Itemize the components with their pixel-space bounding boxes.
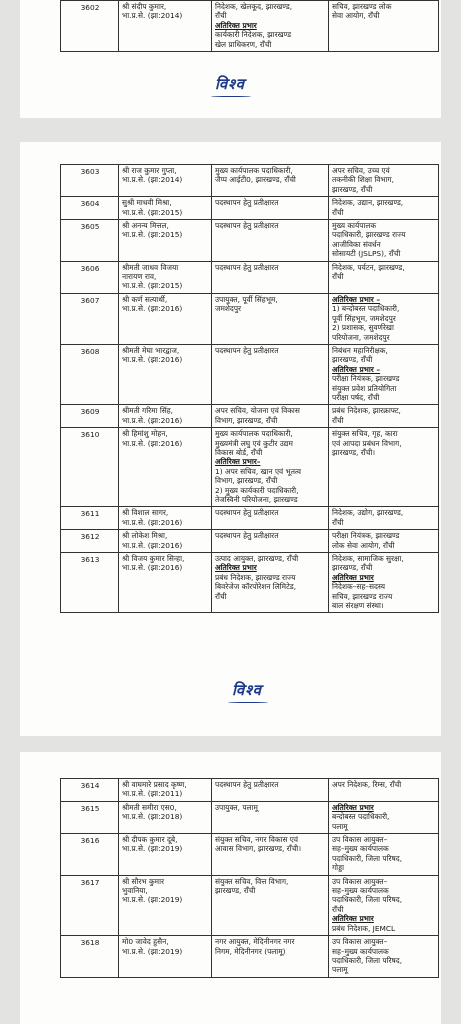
posting-line: राँची bbox=[332, 904, 344, 914]
posting-line: मुख्य कार्यपालक पदाधिकारी, bbox=[215, 166, 293, 175]
posting-cell bbox=[212, 1, 329, 52]
table-row bbox=[61, 530, 439, 553]
officer-name-cell bbox=[119, 428, 212, 507]
posting-line: राँची bbox=[215, 11, 227, 21]
posting-line: झारखण्ड, राँची bbox=[332, 184, 373, 194]
officer-name-cell bbox=[119, 936, 212, 978]
transfer-table-page-3 bbox=[60, 778, 439, 978]
posting-line: उपायुक्त, पलामू bbox=[215, 802, 258, 812]
previous-posting-cell bbox=[329, 344, 439, 404]
table-row bbox=[61, 834, 439, 876]
posting-line: 2) प्रशासक, सुवर्णरेखा bbox=[332, 323, 394, 333]
officer-name-line: नारायण राव, bbox=[122, 272, 157, 282]
posting-line: सचिव, झारखण्ड लोक bbox=[332, 2, 392, 11]
posting-line: परियोजना, जमशेदपुर bbox=[332, 332, 390, 342]
serial-number: 3606 bbox=[61, 261, 119, 293]
posting-line: उपायुक्त, पूर्वी सिंहभूम, bbox=[215, 294, 278, 304]
officer-name-cell bbox=[119, 1, 212, 52]
posting-line: पूर्वी सिंहभूम, जमशेदपुर bbox=[332, 313, 396, 323]
officer-name-line: भा.प्र.से. (झा:2015) bbox=[122, 207, 183, 217]
officer-name-cell bbox=[119, 344, 212, 404]
officer-name-cell bbox=[119, 779, 212, 802]
posting-cell bbox=[212, 530, 329, 553]
posting-cell bbox=[212, 834, 329, 876]
posting-line: राँची bbox=[332, 272, 344, 282]
table-row bbox=[61, 801, 439, 833]
previous-posting-cell bbox=[329, 293, 439, 344]
previous-posting-cell bbox=[329, 220, 439, 262]
previous-posting-cell bbox=[329, 801, 439, 833]
officer-name-line: श्रीमती गरिमा सिंह, bbox=[122, 406, 174, 416]
posting-line: सह–मुख्य कार्यपालक bbox=[332, 844, 389, 854]
posting-line: राँची bbox=[215, 591, 227, 601]
officer-name-line: श्री हिमांशु मोहन, bbox=[122, 429, 168, 439]
officer-name-line: भा.प्र.से. (झा:2015) bbox=[122, 281, 183, 291]
additional-charge-heading: अतिरिक्त प्रभार– bbox=[215, 457, 261, 467]
posting-line: अपर सचिव, उच्च एवं bbox=[332, 166, 390, 175]
previous-posting-cell bbox=[329, 834, 439, 876]
posting-cell bbox=[212, 293, 329, 344]
table-row bbox=[61, 293, 439, 344]
previous-posting-cell bbox=[329, 936, 439, 978]
posting-line: पदस्थापन हेतु प्रतीक्षारत bbox=[215, 508, 279, 518]
table-row bbox=[61, 405, 439, 428]
posting-line: मुख्यमंत्री लघु एवं कुटीर उद्यम bbox=[215, 438, 293, 448]
officer-name-cell bbox=[119, 875, 212, 935]
officer-name-line: भा.प्र.से. (झा:2011) bbox=[122, 789, 183, 799]
posting-line: सेवा आयोग, राँची bbox=[332, 11, 380, 21]
officer-name-line: भा.प्र.से. (झा:2019) bbox=[122, 946, 183, 956]
posting-line: उत्पाद आयुक्त, झारखण्ड, राँची bbox=[215, 554, 299, 564]
serial-number: 3613 bbox=[61, 553, 119, 613]
officer-name-cell bbox=[119, 507, 212, 530]
officer-name-line: श्री विजय कुमार सिन्हा, bbox=[122, 554, 185, 564]
previous-posting-cell bbox=[329, 1, 439, 52]
posting-cell bbox=[212, 428, 329, 507]
posting-line: लोक सेवा आयोग, राँची bbox=[332, 540, 395, 550]
officer-name-line: भा.प्र.से. (झा:2016) bbox=[122, 563, 183, 573]
posting-line: निदेशक, उद्योग, झारखण्ड, bbox=[332, 508, 404, 518]
posting-line: एवं आपदा प्रबंधन विभाग, bbox=[332, 438, 402, 448]
posting-cell bbox=[212, 261, 329, 293]
posting-cell bbox=[212, 507, 329, 530]
officer-name-line: भा.प्र.से. (झा:2019) bbox=[122, 895, 183, 905]
posting-line: सोसायटी (JSLPS), राँची bbox=[332, 249, 401, 259]
transfer-table-page-1 bbox=[60, 0, 439, 52]
posting-line: परीक्षा पर्षद, राँची bbox=[332, 392, 380, 402]
additional-charge-heading: अतिरिक्त प्रभार bbox=[215, 563, 257, 573]
previous-posting-cell bbox=[329, 261, 439, 293]
posting-line: विकास बोर्ड, राँची bbox=[215, 447, 263, 457]
serial-number: 3605 bbox=[61, 220, 119, 262]
serial-number: 3604 bbox=[61, 197, 119, 220]
officer-name-line: भा.प्र.से. (झा:2016) bbox=[122, 438, 183, 448]
officer-name-cell bbox=[119, 197, 212, 220]
posting-line: प्रबंध निदेशक, JEMCL bbox=[332, 923, 396, 933]
officer-name-line: भा.प्र.से. (झा:2016) bbox=[122, 517, 183, 527]
officer-name-cell bbox=[119, 530, 212, 553]
additional-charge-heading: अतिरिक्त प्रभार bbox=[332, 914, 374, 924]
posting-cell bbox=[212, 344, 329, 404]
officer-name-cell bbox=[119, 220, 212, 262]
posting-cell bbox=[212, 875, 329, 935]
posting-line: बन्दोबस्त पदाधिकारी, bbox=[332, 812, 390, 822]
signature: विश्व bbox=[215, 75, 245, 93]
posting-cell bbox=[212, 801, 329, 833]
posting-line: आजीविका संवर्धन bbox=[332, 239, 381, 249]
officer-name-cell bbox=[119, 165, 212, 197]
serial-number: 3603 bbox=[61, 165, 119, 197]
officer-name-line: सुश्री माधवी मिश्रा, bbox=[122, 198, 172, 208]
posting-line: पदस्थापन हेतु प्रतीक्षारत bbox=[215, 221, 279, 231]
posting-line: पदाधिकारी, जिला परिषद, bbox=[332, 955, 403, 965]
officer-name-line: श्री कर्ण सत्यार्थी, bbox=[122, 294, 168, 304]
posting-line: पलामू bbox=[332, 821, 348, 831]
posting-cell bbox=[212, 165, 329, 197]
posting-line: उप विकास आयुक्त– bbox=[332, 937, 388, 947]
officer-name-line: श्रीमती समीरा एस0, bbox=[122, 802, 177, 812]
posting-line: पदस्थापन हेतु प्रतीक्षारत bbox=[215, 780, 279, 789]
posting-line: पदाधिकारी, जिला परिषद, bbox=[332, 895, 403, 905]
posting-line: पदस्थापन हेतु प्रतीक्षारत bbox=[215, 262, 279, 272]
officer-name-cell bbox=[119, 293, 212, 344]
officer-name-cell bbox=[119, 405, 212, 428]
posting-line: गोड्डा bbox=[332, 863, 344, 873]
officer-name-line: श्रीमती मेघा भारद्वाज, bbox=[122, 345, 180, 355]
posting-line: झारखण्ड, राँची bbox=[332, 355, 373, 365]
posting-cell bbox=[212, 197, 329, 220]
posting-line: संयुक्त सचिव, नगर विकास एवं bbox=[215, 835, 299, 845]
previous-posting-cell bbox=[329, 428, 439, 507]
table-row bbox=[61, 197, 439, 220]
posting-line: निदेशक, पर्यटन, झारखण्ड, bbox=[332, 262, 405, 272]
posting-cell bbox=[212, 405, 329, 428]
posting-line: निबंधन महानिरीक्षक, bbox=[332, 345, 388, 355]
posting-line: 1) बन्दोबस्त पदाधिकारी, bbox=[332, 304, 400, 314]
posting-line: अपर सचिव, योजना एवं विकास bbox=[215, 406, 300, 416]
posting-line: झारखण्ड, राँची bbox=[215, 886, 256, 896]
table-row bbox=[61, 165, 439, 197]
posting-line: परीक्षा नियंत्रक, झारखण्ड bbox=[332, 374, 400, 384]
posting-line: प्रबंध निदेशक, झारक्राफ्ट, bbox=[332, 406, 401, 416]
posting-line: बाल संरक्षण संस्था। bbox=[332, 601, 384, 611]
officer-name-line: भा.प्र.से. (झा:2016) bbox=[122, 415, 183, 425]
officer-name-line: भा.प्र.से. (झा:2014) bbox=[122, 175, 183, 185]
posting-line: पदाधिकारी, जिला परिषद, bbox=[332, 853, 403, 863]
posting-line: सह–मुख्य कार्यपालक bbox=[332, 886, 389, 896]
table-row bbox=[61, 779, 439, 802]
posting-line: बिवरेजेज कॉरपोरेशन लिमिटेड, bbox=[215, 582, 297, 592]
posting-line: उप विकास आयुक्त– bbox=[332, 876, 388, 886]
serial-number: 3602 bbox=[61, 1, 119, 52]
additional-charge-heading: अतिरिक्त प्रभार bbox=[332, 802, 374, 812]
officer-name-line: श्री विशाल सागर, bbox=[122, 508, 169, 518]
previous-posting-cell bbox=[329, 875, 439, 935]
officer-name-line: श्री दीपक कुमार दूबे, bbox=[122, 835, 178, 845]
serial-number: 3612 bbox=[61, 530, 119, 553]
serial-number: 3617 bbox=[61, 875, 119, 935]
previous-posting-cell bbox=[329, 165, 439, 197]
table-row bbox=[61, 507, 439, 530]
posting-line: राँची bbox=[332, 517, 344, 527]
previous-posting-cell bbox=[329, 507, 439, 530]
table-row bbox=[61, 428, 439, 507]
posting-line: निदेशक–सह–सदस्य bbox=[332, 582, 386, 592]
posting-line: निदेशक, सामाजिक सुरक्षा, bbox=[332, 554, 404, 564]
posting-line: जमशेदपुर bbox=[215, 304, 242, 314]
posting-line: तकनीकी शिक्षा विभाग, bbox=[332, 175, 394, 185]
posting-line: पदस्थापन हेतु प्रतीक्षारत bbox=[215, 531, 279, 541]
officer-name-line: भा.प्र.से. (झा:2019) bbox=[122, 844, 183, 854]
posting-line: निदेशक, उद्यान, झारखण्ड, bbox=[332, 198, 404, 208]
officer-name-line: श्रीमती जाधव विजया bbox=[122, 262, 179, 272]
document-page-3 bbox=[20, 752, 441, 1024]
officer-name-line: श्री राज कुमार गुप्ता, bbox=[122, 166, 177, 175]
posting-line: विभाग, झारखण्ड, राँची bbox=[215, 415, 278, 425]
posting-line: 1) अपर सचिव, खान एवं भूतत्व bbox=[215, 466, 301, 476]
officer-name-line: भा.प्र.से. (झा:2016) bbox=[122, 540, 183, 550]
signature: विश्व bbox=[232, 681, 262, 699]
table-row bbox=[61, 875, 439, 935]
officer-name-line: भा.प्र.से. (झा:2016) bbox=[122, 304, 183, 314]
serial-number: 3616 bbox=[61, 834, 119, 876]
table-row bbox=[61, 261, 439, 293]
officer-name-line: भा.प्र.से. (झा:2015) bbox=[122, 230, 183, 240]
officer-name-cell bbox=[119, 261, 212, 293]
posting-line: 2) मुख्य कार्यकारी पदाधिकारी, bbox=[215, 485, 299, 495]
serial-number: 3608 bbox=[61, 344, 119, 404]
posting-line: खेल प्राधिकरण, राँची bbox=[215, 39, 272, 49]
posting-line: राँची bbox=[332, 207, 344, 217]
officer-name-line: श्री संदीप कुमार, bbox=[122, 2, 167, 11]
posting-line: पदस्थापन हेतु प्रतीक्षारत bbox=[215, 198, 279, 208]
officer-name-line: भा.प्र.से. (झा:2018) bbox=[122, 812, 183, 822]
previous-posting-cell bbox=[329, 553, 439, 613]
posting-line: पदाधिकारी, झारखण्ड राज्य bbox=[332, 230, 406, 240]
posting-line: संयुक्त सचिव, वित्त विभाग, bbox=[215, 876, 289, 886]
serial-number: 3607 bbox=[61, 293, 119, 344]
posting-line: उप विकास आयुक्त– bbox=[332, 835, 388, 845]
posting-line: निगम, मेदिनीनगर (पलामू) bbox=[215, 946, 286, 956]
additional-charge-heading: अतिरिक्त प्रभार bbox=[332, 572, 374, 582]
posting-line: संयुक्त सचिव, गृह, कारा bbox=[332, 429, 398, 439]
officer-name-line: भुवानिया, bbox=[122, 886, 148, 896]
table-row bbox=[61, 1, 439, 52]
posting-line: नगर आयुक्त, मेदिनीनगर नगर bbox=[215, 937, 295, 947]
posting-line: सचिव, झारखण्ड राज्य bbox=[332, 591, 393, 601]
serial-number: 3611 bbox=[61, 507, 119, 530]
officer-name-line: श्री सौरभ कुमार bbox=[122, 876, 165, 886]
posting-line: पदस्थापन हेतु प्रतीक्षारत bbox=[215, 345, 279, 355]
previous-posting-cell bbox=[329, 779, 439, 802]
posting-line: प्रबंध निदेशक, झारखण्ड राज्य bbox=[215, 572, 296, 582]
posting-line: पलामू bbox=[332, 965, 348, 975]
posting-cell bbox=[212, 553, 329, 613]
table-row bbox=[61, 344, 439, 404]
posting-line: अपर निदेशक, रिम्स, राँची bbox=[332, 780, 402, 789]
posting-line: राँची bbox=[332, 415, 344, 425]
posting-line: झारखण्ड, राँची। bbox=[332, 447, 376, 457]
officer-name-cell bbox=[119, 553, 212, 613]
officer-name-line: श्री वाघमारे प्रसाद कृष्ण, bbox=[122, 780, 187, 789]
officer-name-line: श्री लोकेश मिश्रा, bbox=[122, 531, 168, 541]
posting-cell bbox=[212, 779, 329, 802]
posting-line: संयुक्त प्रवेश प्रतियोगिता bbox=[332, 383, 397, 393]
officer-name-cell bbox=[119, 801, 212, 833]
additional-charge-heading: अतिरिक्त प्रभार – bbox=[332, 294, 381, 304]
additional-charge-heading: अतिरिक्त प्रभार – bbox=[332, 364, 381, 374]
posting-line: कार्यकारी निदेशक, झारखण्ड bbox=[215, 30, 292, 40]
table-row bbox=[61, 553, 439, 613]
previous-posting-cell bbox=[329, 530, 439, 553]
posting-line: सह–मुख्य कार्यपालक bbox=[332, 946, 389, 956]
additional-charge-heading: अतिरिक्त प्रभार bbox=[215, 20, 257, 30]
document-page-2 bbox=[20, 142, 441, 736]
document-page-1 bbox=[20, 0, 441, 118]
table-row bbox=[61, 220, 439, 262]
officer-name-line: मो0 जावेद हुसैन, bbox=[122, 937, 169, 947]
posting-line: मुख्य कार्यपालक पदाधिकारी, bbox=[215, 429, 293, 439]
posting-line: निदेशक, खेलकूद, झारखण्ड, bbox=[215, 2, 293, 11]
posting-line: आवास विभाग, झारखण्ड, राँची। bbox=[215, 844, 301, 854]
previous-posting-cell bbox=[329, 197, 439, 220]
officer-name-line: भा.प्र.से. (झा:2014) bbox=[122, 11, 183, 21]
posting-line: विभाग, झारखण्ड, राँची bbox=[215, 476, 278, 486]
posting-cell bbox=[212, 220, 329, 262]
officer-name-cell bbox=[119, 834, 212, 876]
serial-number: 3609 bbox=[61, 405, 119, 428]
posting-line: झारखण्ड, राँची bbox=[332, 563, 373, 573]
serial-number: 3614 bbox=[61, 779, 119, 802]
posting-line: परीक्षा नियंत्रक, झारखण्ड bbox=[332, 531, 400, 541]
table-row bbox=[61, 936, 439, 978]
officer-name-line: भा.प्र.से. (झा:2016) bbox=[122, 355, 183, 365]
serial-number: 3618 bbox=[61, 936, 119, 978]
officer-name-line: श्री अनन्य मित्तल, bbox=[122, 221, 169, 231]
serial-number: 3615 bbox=[61, 801, 119, 833]
posting-line: मुख्य कार्यपालक bbox=[332, 221, 377, 231]
previous-posting-cell bbox=[329, 405, 439, 428]
posting-cell bbox=[212, 936, 329, 978]
posting-line: जैप्प आईटी0, झारखण्ड, राँची bbox=[215, 175, 296, 185]
serial-number: 3610 bbox=[61, 428, 119, 507]
posting-line: तेजस्विनी परियोजना, झारखण्ड bbox=[215, 495, 298, 504]
transfer-table-page-2 bbox=[60, 164, 439, 613]
